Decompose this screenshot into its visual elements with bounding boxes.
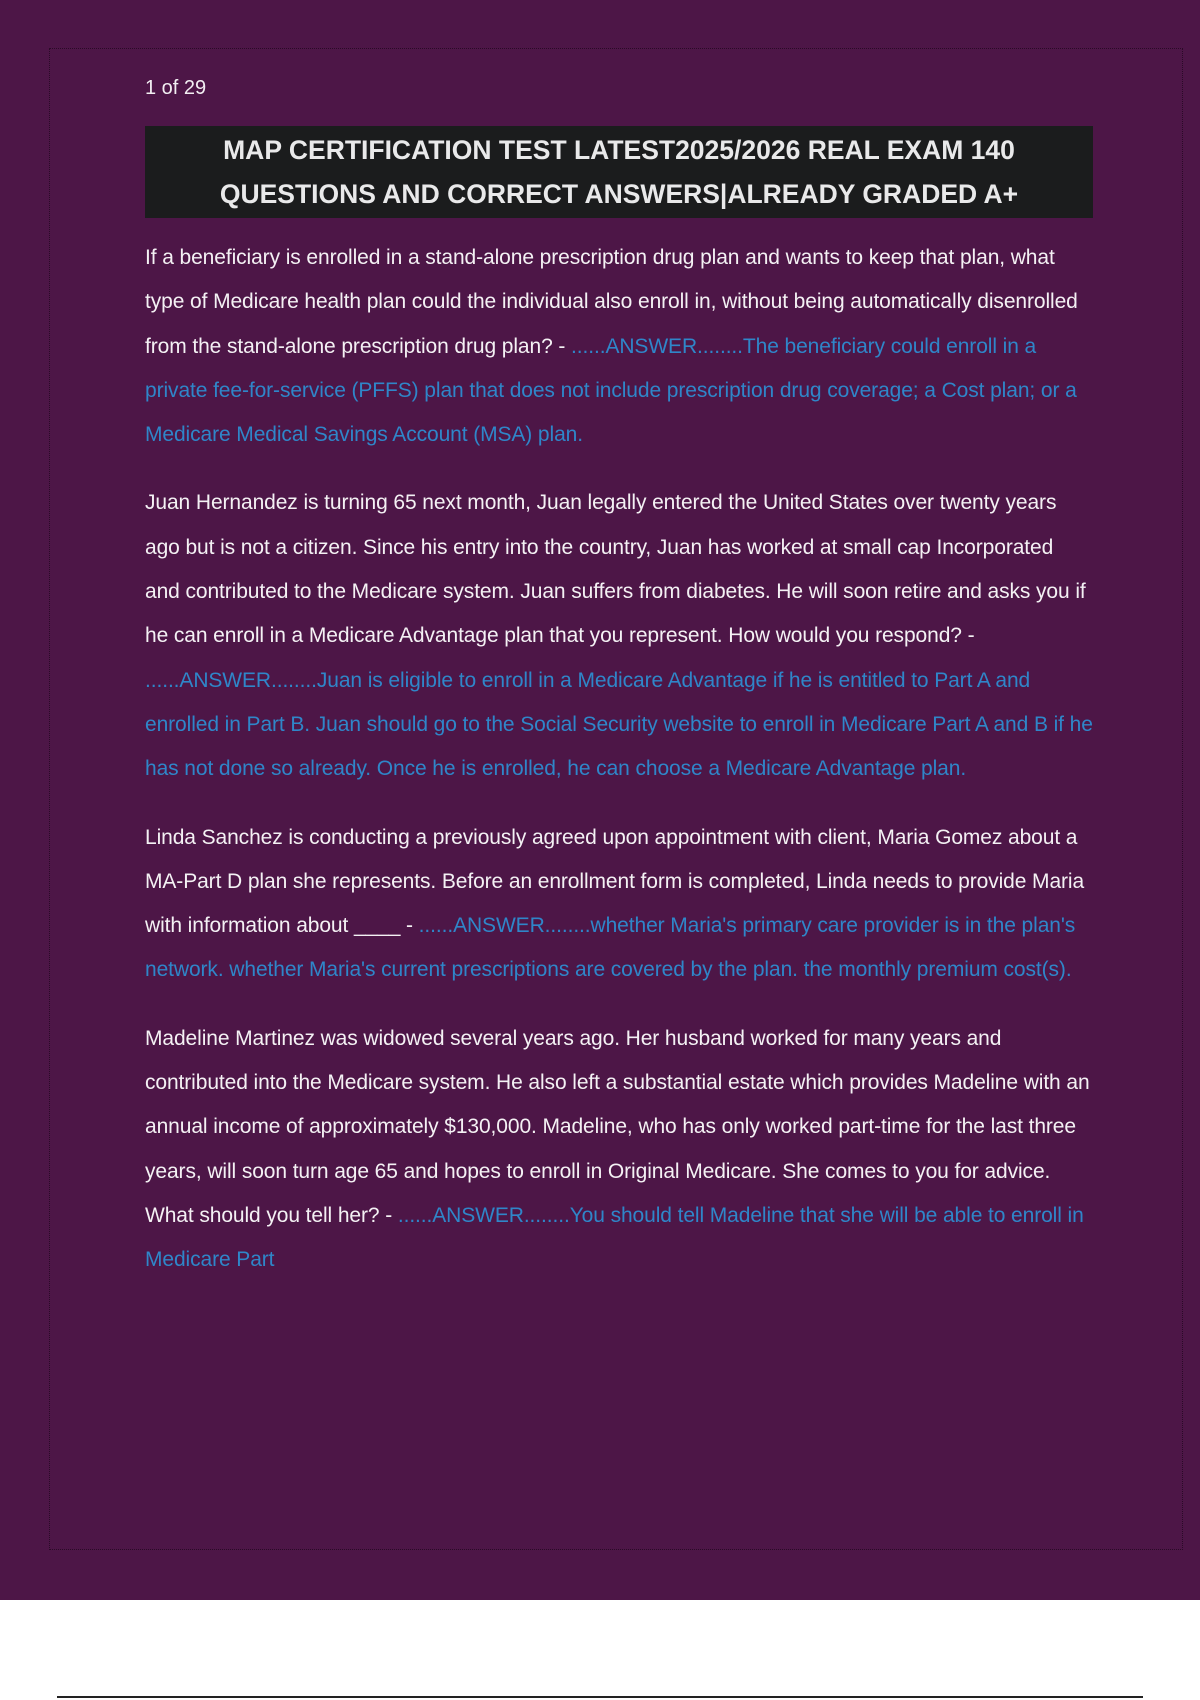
answer-text: ......ANSWER........whether Maria's primary care provider is in the plan's network. whether Maria's current prescriptions are covered by the plan. the monthly premium cost(s). [145,914,1076,982]
qa-item-1 [145,236,1093,457]
document-title [145,126,1093,218]
answer-text: ......ANSWER........You should tell Madeline that she will be able to enroll in Medicare Part [145,1203,1084,1272]
qa-item-3 [145,816,1093,993]
answer-text: ......ANSWER........The beneficiary could enroll in a private fee-for-service (PFFS) plan that does not include prescription drug coverage; a Cost plan; or a Medicare Medical Savings Account (MSA) plan. [145,334,1077,447]
title-line-1: MAP CERTIFICATION TEST LATEST2025/2026 REAL EXAM 140 [223,135,1015,165]
page-counter: 1 of 29 [145,77,207,99]
next-page-rule [57,1696,1143,1698]
qa-item-4 [145,1017,1093,1283]
question-text: If a beneficiary is enrolled in a stand-alone prescription drug plan and wants to keep that plan, what type of Medicare health plan could the individual also enroll in, without being automatically disenrolled from the stand-alone prescription drug plan? - [145,246,1078,358]
answer-text: ......ANSWER........Juan is eligible to enroll in a Medicare Advantage if he is entitled to Part A and enrolled in Part B. Juan should go to the Social Security website to enroll in Medicare Part A and B if he has not done so already. Once he is enrolled, he can choose a Medicare Advantage plan. [145,668,1093,781]
page-content [145,70,1093,1307]
question-text: Juan Hernandez is turning 65 next month, Juan legally entered the United States over twenty years ago but is not a citizen. Since his entry into the country, Juan has worked at small cap Incorporated and contributed to the Medicare system. Juan suffers from diabetes. He will soon retire and asks you if he can enroll in a Medicare Advantage plan that you represent. How would you respond? - [145,491,1086,648]
question-text: Linda Sanchez is conducting a previously agreed upon appointment with client, Maria Gomez about a MA-Part D plan she represents. Before an enrollment form is completed, Linda needs to provide Maria with information about ____ - [145,825,1085,938]
qa-item-2 [145,481,1093,791]
question-text: Madeline Martinez was widowed several years ago. Her husband worked for many years and contributed into the Medicare system. He also left a substantial estate which provides Madeline with an annual income of approximately $130,000. Madeline, who has only worked part-time for the last three years, will soon turn age 65 and hopes to enroll in Original Medicare. She comes to you for advice. What should you tell her? - [145,1026,1090,1227]
title-line-2: QUESTIONS AND CORRECT ANSWERS|ALREADY GRADED A+ [219,179,1019,209]
